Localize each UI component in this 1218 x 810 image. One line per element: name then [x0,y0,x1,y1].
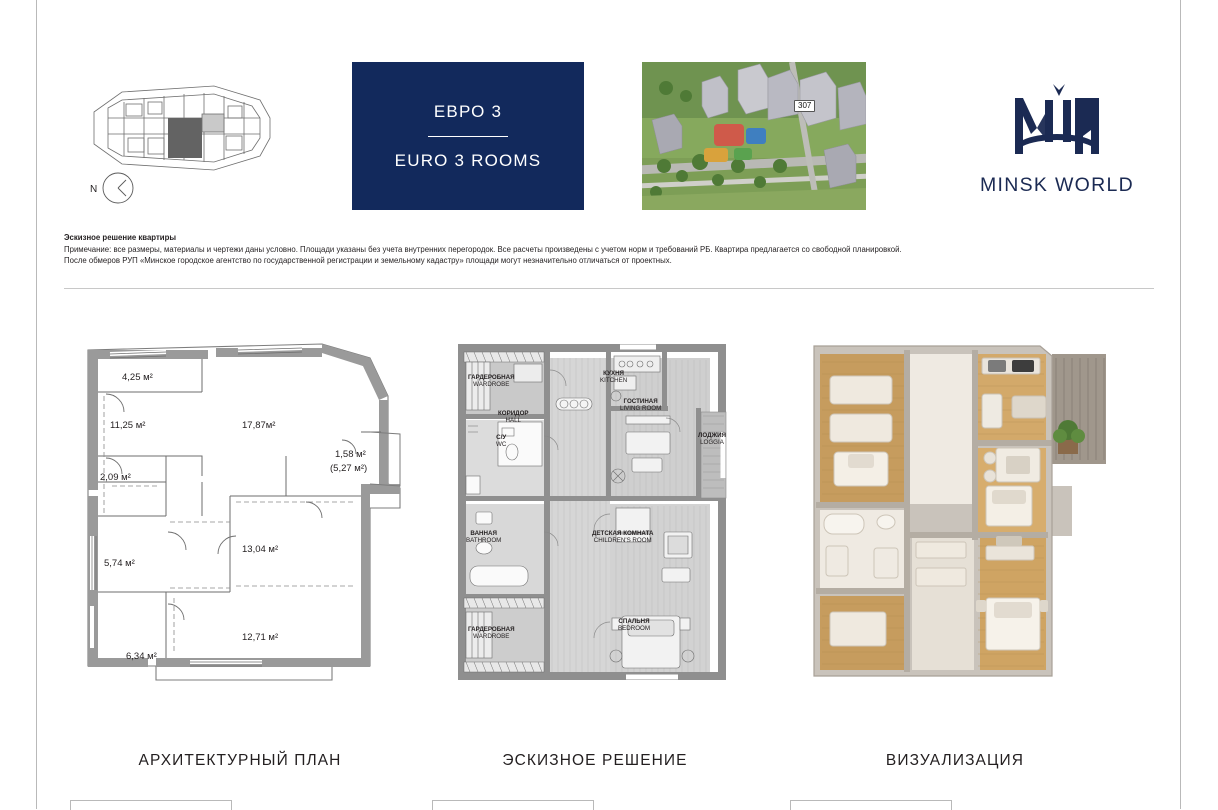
aerial-photo [642,62,866,210]
legal-note [64,232,1154,267]
architectural-plan-panel [70,336,410,696]
area-label: 2,09 м² [100,472,131,483]
architectural-plan-drawing [70,336,410,696]
area-label: 5,74 м² [104,558,135,569]
area-label: 12,71 м² [242,632,279,643]
room-label-kitchen: КУХНЯ KITCHEN [600,370,628,385]
page-rule-right [1180,0,1181,809]
compass-label: N [90,184,98,195]
building-number-badge: 307 [794,100,815,112]
note-line-2: После обмеров РУП «Минское городское агентство по государственной регистрации и земельному кадастру» площади могут незначительно отличаться от проектных. [64,256,672,266]
area-label: 17,87м² [242,420,276,431]
area-label: (5,27 м²) [330,463,368,474]
visualization-panel [790,336,1120,696]
room-label-wc: С/У WC [496,434,507,449]
room-label-wardrobe-bottom: ГАРДЕРОБНАЯ WARDROBE [468,626,515,641]
aerial-photo-image [642,62,866,210]
caption-visualization: ВИЗУАЛИЗАЦИЯ [885,752,1025,769]
area-label: 13,04 м² [242,544,279,555]
sketch-plan-panel [440,336,750,696]
caption-sketch: ЭСКИЗНОЕ РЕШЕНИЕ [502,752,688,769]
room-label-children: ДЕТСКАЯ КОМНАТА CHILDREN'S ROOM [592,530,654,545]
area-label: 1,58 м² [335,449,366,460]
visualization-render [790,336,1120,696]
page-footer-strip [36,800,1180,809]
title-divider [428,136,508,137]
sketch-plan-drawing [440,336,750,696]
floor-key-plan [64,56,300,216]
room-label-bathroom: ВАННАЯ BATHROOM [466,530,502,545]
room-label-loggia: ЛОДЖИЯ LOGGIA [698,432,726,447]
note-title: Эскизное решение квартиры [64,233,176,242]
note-line-1: Примечание: все размеры, материалы и чертежи даны условно. Площади указаны без учета внутренних перегородок. Все расчеты произведены с учетом норм и требований РБ. Квартира предлагается со свободной планировкой. [64,245,902,255]
room-label-living: ГОСТИНАЯ LIVING ROOM [620,398,662,413]
key-plan-icon [64,56,300,216]
document-header [36,50,1180,216]
note-divider [64,288,1154,289]
minsk-world-mark-icon [1011,84,1103,158]
title-en: EURO 3 ROOMS [394,150,542,170]
brand-logo [952,80,1162,200]
compass-icon [103,173,133,203]
room-label-bedroom: СПАЛЬНЯ BEDROOM [618,618,650,633]
title-ru: ЕВРО 3 [433,101,503,121]
title-block [352,62,584,210]
area-label: 11,25 м² [110,420,146,431]
room-label-hall: КОРИДОР HALL [498,410,529,425]
area-label: 6,34 м² [126,651,157,662]
area-label: 4,25 м² [122,372,153,383]
brand-name: MINSK WORLD [979,174,1135,196]
caption-architectural: АРХИТЕКТУРНЫЙ ПЛАН [138,752,342,769]
room-label-wardrobe-top: ГАРДЕРОБНАЯ WARDROBE [468,374,515,389]
